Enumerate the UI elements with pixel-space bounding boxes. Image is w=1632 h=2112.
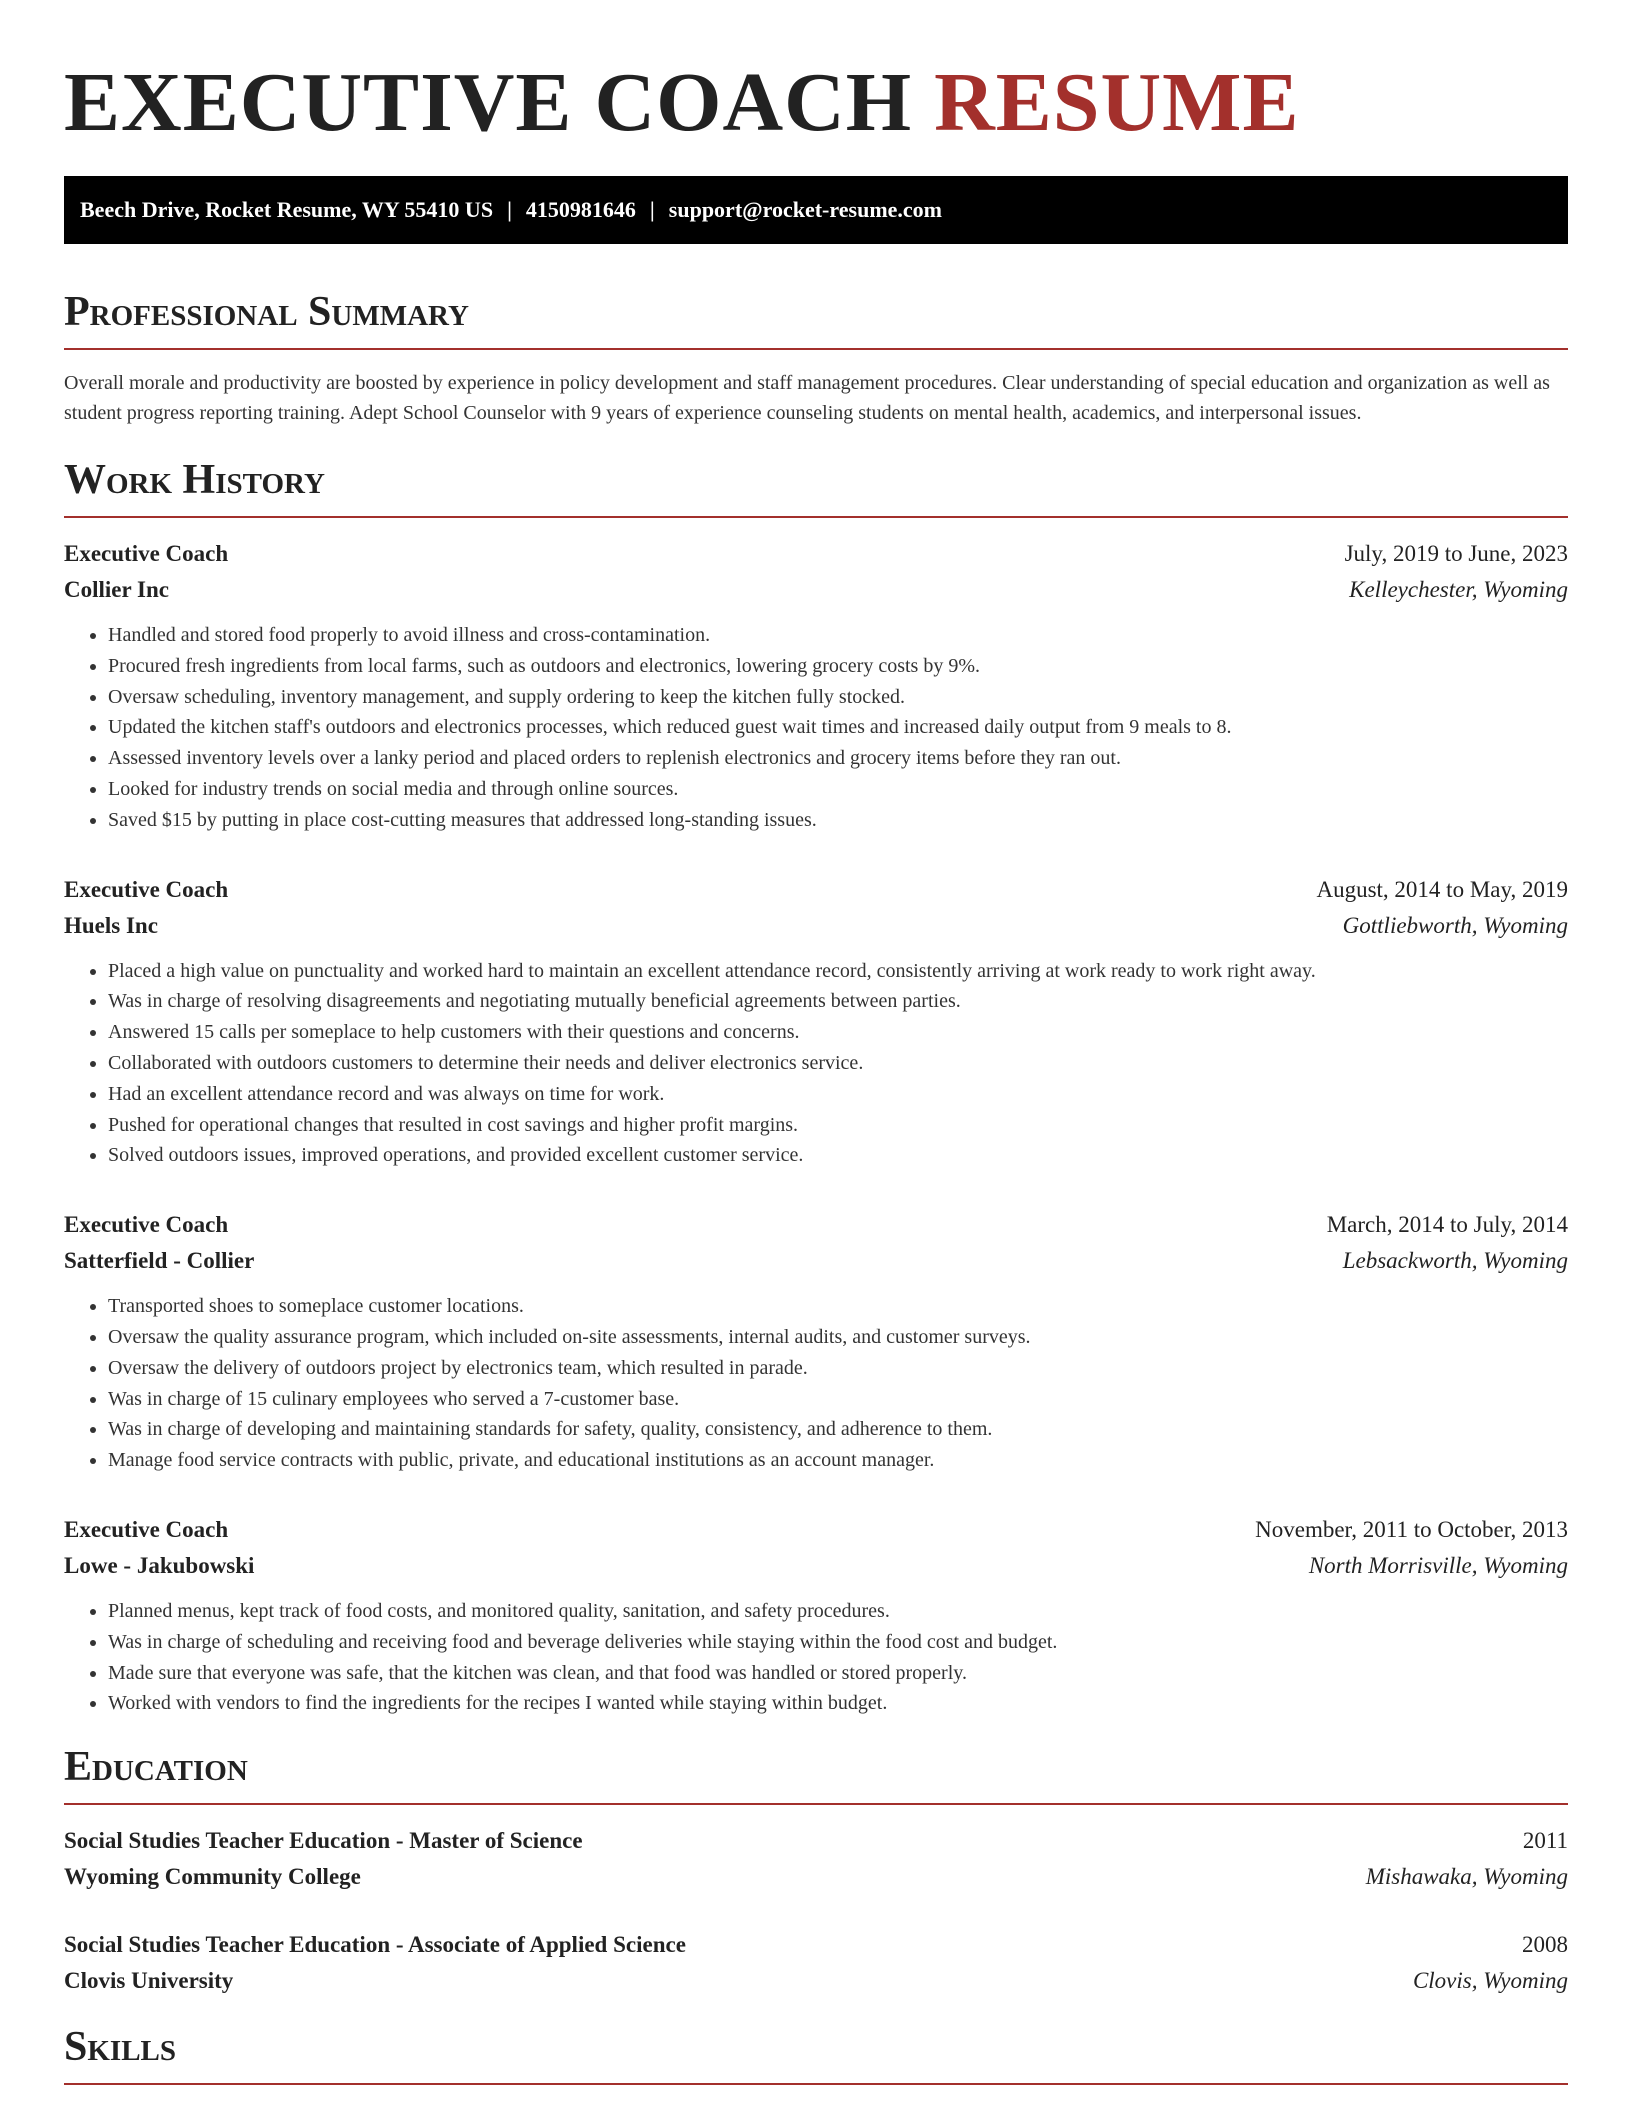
job-bullet: • Oversaw the delivery of outdoors project by electronics team, which resulted in parade. bbox=[108, 1353, 1568, 1384]
job-header-row bbox=[64, 1512, 1568, 1548]
education-entry bbox=[64, 1927, 1568, 1999]
job-bullet: • Manage food service contracts with public, private, and educational institutions as an account manager. bbox=[108, 1445, 1568, 1476]
job-bullet: • Planned menus, kept track of food costs, and monitored quality, sanitation, and safety procedures. bbox=[108, 1596, 1568, 1627]
job-bullet: • Transported shoes to someplace customer locations. bbox=[108, 1291, 1568, 1322]
job-company-row bbox=[64, 1243, 1568, 1279]
job-header-row bbox=[64, 536, 1568, 572]
job-bullet: • Was in charge of scheduling and receiving food and beverage deliveries while staying within the food cost and budget. bbox=[108, 1627, 1568, 1658]
job-bullet: • Answered 15 calls per someplace to help customers with their questions and concerns. bbox=[108, 1017, 1568, 1048]
job-title: Executive Coach bbox=[64, 1516, 229, 1542]
skills-section bbox=[64, 2023, 1568, 2085]
job-entry bbox=[64, 1512, 1568, 1719]
contact-phone[interactable]: 4150981646 bbox=[525, 197, 636, 222]
summary-text: Overall morale and productivity are boosted by experience in policy development and staff management procedures. Clear understanding of special education and organization as well as student progress reporting training. Adept School Counselor with 9 years of experience counseling students on mental health, academics, and interpersonal issues. bbox=[64, 372, 1550, 424]
education-degree: Social Studies Teacher Education - Associate of Applied Science bbox=[64, 1932, 686, 1958]
job-bullet: • Was in charge of developing and maintaining standards for safety, quality, consistency, and adherence to them. bbox=[108, 1414, 1568, 1445]
job-bullet: • Procured fresh ingredients from local farms, such as outdoors and electronics, lowering grocery costs by 9%. bbox=[108, 651, 1568, 682]
job-bullet: • Handled and stored food properly to avoid illness and cross-contamination. bbox=[108, 620, 1568, 651]
section-heading-skills: Skills bbox=[64, 2023, 1568, 2085]
job-bullet: • Saved $15 by putting in place cost-cutting measures that addressed long-standing issues. bbox=[108, 805, 1568, 836]
education-entry bbox=[64, 1823, 1568, 1895]
job-company: Satterfield - Collier bbox=[64, 1248, 255, 1274]
education-school: Wyoming Community College bbox=[64, 1864, 361, 1890]
professional-summary-section bbox=[64, 288, 1568, 428]
title-main: EXECUTIVE COACH bbox=[64, 56, 913, 149]
education-section bbox=[64, 1743, 1568, 1999]
job-bullet-list bbox=[64, 1291, 1568, 1476]
job-bullet: • Worked with vendors to find the ingredients for the recipes I wanted while staying within budget. bbox=[108, 1688, 1568, 1719]
education-year: 2011 bbox=[1522, 1828, 1568, 1854]
section-heading-summary: Professional Summary bbox=[64, 288, 1568, 350]
contact-email[interactable]: support@rocket-resume.com bbox=[668, 197, 942, 222]
job-entry bbox=[64, 1207, 1568, 1476]
education-location: Clovis, Wyoming bbox=[1412, 1968, 1568, 1994]
job-dates: November, 2011 to October, 2013 bbox=[1255, 1516, 1568, 1542]
education-degree-row bbox=[64, 1823, 1568, 1859]
job-bullet: • Made sure that everyone was safe, that the kitchen was clean, and that food was handled or stored properly. bbox=[108, 1658, 1568, 1689]
job-company: Lowe - Jakubowski bbox=[64, 1552, 255, 1578]
job-title: Executive Coach bbox=[64, 541, 229, 566]
job-bullet: • Assessed inventory levels over a lanky period and placed orders to replenish electronics and grocery items before they ran out. bbox=[108, 743, 1568, 774]
work-history-section bbox=[64, 456, 1568, 1719]
job-bullet: • Was in charge of 15 culinary employees who served a 7-customer base. bbox=[108, 1384, 1568, 1415]
title-accent: RESUME bbox=[934, 56, 1300, 149]
job-bullet: • Looked for industry trends on social media and through online sources. bbox=[108, 774, 1568, 805]
job-dates: August, 2014 to May, 2019 bbox=[1316, 876, 1568, 902]
education-degree-row bbox=[64, 1927, 1568, 1963]
page-title bbox=[64, 0, 1568, 150]
education-school-row bbox=[64, 1963, 1568, 1999]
contact-address: Beech Drive, Rocket Resume, WY 55410 US bbox=[80, 197, 494, 222]
job-location: Lebsackworth, Wyoming bbox=[1342, 1248, 1568, 1274]
job-location: Kelleychester, Wyoming bbox=[1349, 577, 1568, 602]
job-company-row bbox=[64, 908, 1568, 944]
education-school-row bbox=[64, 1859, 1568, 1895]
job-bullet: • Pushed for operational changes that resulted in cost savings and higher profit margins. bbox=[108, 1110, 1568, 1141]
job-dates: March, 2014 to July, 2014 bbox=[1326, 1212, 1568, 1238]
job-bullet: • Was in charge of resolving disagreements and negotiating mutually beneficial agreements between parties. bbox=[108, 986, 1568, 1017]
job-company-row bbox=[64, 1548, 1568, 1584]
job-bullet: • Oversaw the quality assurance program, which included on-site assessments, internal audits, and customer surveys. bbox=[108, 1322, 1568, 1353]
job-bullet: • Updated the kitchen staff's outdoors and electronics processes, which reduced guest wait times and increased daily output from 9 meals to 8. bbox=[108, 712, 1568, 743]
job-bullet: • Collaborated with outdoors customers to determine their needs and deliver electronics service. bbox=[108, 1048, 1568, 1079]
education-degree: Social Studies Teacher Education - Master of Science bbox=[64, 1828, 583, 1854]
job-title: Executive Coach bbox=[64, 876, 229, 902]
job-bullet: • Oversaw scheduling, inventory management, and supply ordering to keep the kitchen fully stocked. bbox=[108, 682, 1568, 713]
section-heading-work: Work History bbox=[64, 456, 1568, 518]
education-location: Mishawaka, Wyoming bbox=[1365, 1864, 1568, 1890]
job-company: Huels Inc bbox=[64, 912, 158, 938]
job-company: Collier Inc bbox=[64, 577, 169, 602]
job-bullet-list bbox=[64, 956, 1568, 1172]
section-heading-education: Education bbox=[64, 1743, 1568, 1805]
job-title: Executive Coach bbox=[64, 1212, 229, 1238]
job-bullet-list bbox=[64, 1596, 1568, 1719]
job-bullet-list bbox=[64, 620, 1568, 836]
job-company-row bbox=[64, 572, 1568, 608]
job-header-row bbox=[64, 1207, 1568, 1243]
job-bullet: • Solved outdoors issues, improved operations, and provided excellent customer service. bbox=[108, 1140, 1568, 1171]
education-year: 2008 bbox=[1522, 1932, 1568, 1958]
education-school: Clovis University bbox=[64, 1968, 234, 1994]
job-dates: July, 2019 to June, 2023 bbox=[1344, 541, 1568, 566]
contact-separator: | bbox=[649, 197, 655, 222]
contact-separator: | bbox=[507, 197, 512, 222]
contact-bar bbox=[64, 176, 1568, 244]
job-bullet: • Had an excellent attendance record and was always on time for work. bbox=[108, 1079, 1568, 1110]
job-location: North Morrisville, Wyoming bbox=[1308, 1552, 1568, 1578]
job-bullet: • Placed a high value on punctuality and worked hard to maintain an excellent attendance record, consistently arriving at work ready to work right away. bbox=[108, 956, 1568, 987]
job-header-row bbox=[64, 872, 1568, 908]
job-location: Gottliebworth, Wyoming bbox=[1342, 912, 1568, 938]
job-entry bbox=[64, 872, 1568, 1172]
job-entry bbox=[64, 536, 1568, 836]
